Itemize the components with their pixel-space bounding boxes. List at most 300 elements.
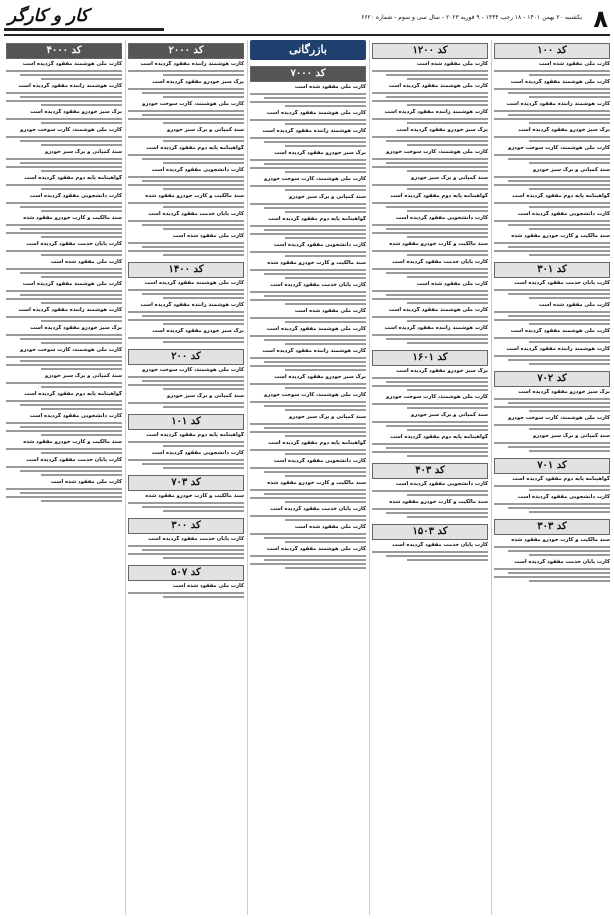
ad-text-line xyxy=(6,232,122,234)
ad-text-line xyxy=(285,453,366,455)
ad-title: کارت ملی هوشمند مفقود گردیده است xyxy=(510,79,610,85)
ad-text-line xyxy=(6,422,122,424)
ad-text-line xyxy=(41,122,122,124)
ad-text-line xyxy=(285,475,366,477)
ad-text-line xyxy=(508,315,610,317)
ad-text-line xyxy=(128,70,244,72)
ad-title: سند کمپانی و برگ سبز خودرو xyxy=(288,414,366,420)
ad-text-line xyxy=(494,546,610,548)
classified-ad xyxy=(6,307,122,322)
ad-text-line xyxy=(128,502,244,504)
ad-title: برگ سبز خودرو مفقود گردیده است xyxy=(396,368,488,374)
ad-title: کارت ملی هوشمند مفقود گردیده است xyxy=(266,546,366,552)
ad-title: سند مالکیت و کارت خودرو مفقود شده xyxy=(389,499,488,505)
ad-text-line xyxy=(250,291,366,293)
ad-text-line xyxy=(494,184,610,186)
ad-text-line xyxy=(20,162,122,164)
ad-title: کارت پایان خدمت مفقود گردیده است xyxy=(148,536,244,542)
ad-title: کارت ملی مفقود شده است xyxy=(294,308,366,314)
ad-text-line xyxy=(20,74,122,76)
ad-title: کارت ملی هوشمند، کارت سوخت خودرو xyxy=(264,392,366,398)
ad-text-line xyxy=(41,254,122,256)
ad-title: برگ سبز خودرو مفقود گردیده است xyxy=(518,127,610,133)
ad-text-line xyxy=(285,123,366,125)
ad-text-line xyxy=(508,92,610,94)
ad-text-line xyxy=(142,180,244,182)
classified-ad xyxy=(6,391,122,410)
ad-text-line xyxy=(372,316,488,318)
ad-text-line xyxy=(128,184,244,186)
classified-ad xyxy=(372,83,488,106)
ad-text-line xyxy=(386,425,488,427)
code-header: کد ۱۵۰۳ xyxy=(372,524,488,540)
ad-text-line xyxy=(529,206,610,208)
ad-text-line xyxy=(529,297,610,299)
ad-text-line xyxy=(128,88,244,90)
ad-text-line xyxy=(386,338,488,340)
ad-text-line xyxy=(20,140,122,142)
classified-ad xyxy=(494,145,610,164)
classified-ad xyxy=(250,458,366,477)
ad-text-line xyxy=(264,471,366,473)
ad-title: گواهینامه پایه دوم مفقود گردیده است xyxy=(512,476,610,482)
ad-text-line xyxy=(20,404,122,406)
classified-ad xyxy=(128,127,244,142)
ad-title: کارت پایان خدمت مفقود گردیده است xyxy=(26,241,122,247)
ad-title: کارت هوشمند راننده مفقود گردیده است xyxy=(262,348,366,354)
ad-text-line xyxy=(41,500,122,502)
ad-text-line xyxy=(494,110,610,112)
ad-title: کارت دانشجویی مفقود گردیده است xyxy=(517,211,610,217)
ad-title: کارت پایان خدمت مفقود گردیده است xyxy=(26,457,122,463)
ad-text-line xyxy=(285,567,366,569)
code-header: کد ۴۰۰۰ xyxy=(6,43,122,59)
code-header: کد ۳۰۱ xyxy=(494,262,610,278)
classified-ad xyxy=(494,193,610,208)
ad-title: سند کمپانی و برگ سبز خودرو xyxy=(532,167,610,173)
ad-title: گواهینامه پایه دوم مفقود گردیده است xyxy=(24,391,122,397)
ad-title: کارت هوشمند راننده مفقود گردیده است xyxy=(262,128,366,134)
ad-text-line xyxy=(41,320,122,322)
ad-title: کارت ملی مفقود شده است xyxy=(50,479,122,485)
ad-text-line xyxy=(41,104,122,106)
ad-text-line xyxy=(163,388,244,390)
ad-title: کارت ملی مفقود شده است xyxy=(416,61,488,67)
classified-ad xyxy=(250,308,366,323)
ad-text-line xyxy=(128,242,244,244)
ad-title: سند کمپانی و برگ سبز خودرو xyxy=(166,127,244,133)
ad-title: سند مالکیت و کارت خودرو مفقود شده xyxy=(23,215,122,221)
classified-ad xyxy=(494,389,610,412)
ad-text-line xyxy=(6,496,122,498)
ad-text-line xyxy=(142,506,244,508)
ad-text-line xyxy=(372,490,488,492)
ad-text-line xyxy=(128,202,244,204)
ad-text-line xyxy=(41,276,122,278)
classified-ad xyxy=(372,241,488,256)
ad-title: سند مالکیت و کارت خودرو مفقود شده xyxy=(511,233,610,239)
ad-text-line xyxy=(386,555,488,557)
ad-text-line xyxy=(407,429,488,431)
ad-text-line xyxy=(6,70,122,72)
classified-ad xyxy=(372,325,488,344)
ad-text-line xyxy=(250,269,366,271)
ad-text-line xyxy=(128,220,244,222)
code-header: کد ۱۰۰ xyxy=(494,43,610,59)
classified-ad xyxy=(128,432,244,447)
ad-title: کارت دانشجویی مفقود گردیده است xyxy=(29,193,122,199)
classified-ad xyxy=(372,127,488,146)
classified-ad xyxy=(128,367,244,390)
classified-columns xyxy=(4,40,610,915)
classified-ad xyxy=(128,583,244,598)
ad-title: گواهینامه پایه دوم مفقود گردیده است xyxy=(146,145,244,151)
ad-title: برگ سبز خودرو مفقود گردیده است xyxy=(30,109,122,115)
ad-title: کارت ملی هوشمند مفقود گردیده است xyxy=(266,326,366,332)
ad-text-line xyxy=(372,385,488,387)
ad-text-line xyxy=(407,188,488,190)
ad-text-line xyxy=(529,341,610,343)
ad-title: کارت دانشجویی مفقود گردیده است xyxy=(273,458,366,464)
ad-text-line xyxy=(407,389,488,391)
ad-title: برگ سبز خودرو مفقود گردیده است xyxy=(152,79,244,85)
ad-text-line xyxy=(6,466,122,468)
ad-title: سند کمپانی و برگ سبز خودرو xyxy=(166,393,244,399)
classified-ad xyxy=(250,260,366,279)
ad-text-line xyxy=(372,298,488,300)
ad-text-line xyxy=(494,202,610,204)
ad-title: گواهینامه پایه دوم مفقود گردیده است xyxy=(512,193,610,199)
ad-text-line xyxy=(372,377,488,379)
ad-text-line xyxy=(372,158,488,160)
classified-ad xyxy=(250,216,366,239)
ad-title: کارت دانشجویی مفقود گردیده است xyxy=(517,494,610,500)
classified-ad xyxy=(250,110,366,125)
classified-ad xyxy=(6,457,122,476)
ad-text-line xyxy=(386,381,488,383)
ad-text-line xyxy=(494,250,610,252)
ad-text-line xyxy=(494,319,610,321)
ad-text-line xyxy=(494,398,610,400)
ad-text-line xyxy=(386,162,488,164)
ad-text-line xyxy=(285,189,366,191)
code-header: کد ۱۲۰۰ xyxy=(372,43,488,59)
code-header: کد ۷۰۱ xyxy=(494,458,610,474)
ad-text-line xyxy=(508,180,610,182)
ad-text-line xyxy=(6,202,122,204)
ad-title: کارت پایان خدمت مفقود گردیده است xyxy=(514,559,610,565)
ad-text-line xyxy=(128,110,244,112)
classified-ad xyxy=(494,328,610,343)
ad-title: برگ سبز خودرو مفقود گردیده است xyxy=(30,325,122,331)
ad-text-line xyxy=(407,254,488,256)
classified-ad xyxy=(494,415,610,430)
ad-text-line xyxy=(494,289,610,291)
ad-text-line xyxy=(494,136,610,138)
classified-ad xyxy=(250,326,366,345)
ad-text-line xyxy=(508,359,610,361)
ad-text-line xyxy=(494,154,610,156)
ad-text-line xyxy=(128,459,244,461)
ad-text-line xyxy=(250,299,366,301)
classified-ad xyxy=(128,211,244,230)
classified-ad xyxy=(250,84,366,107)
ad-text-line xyxy=(41,386,122,388)
ad-text-line xyxy=(494,503,610,505)
ad-text-line xyxy=(372,202,488,204)
code-header: کد ۵۰۷ xyxy=(128,565,244,581)
ad-text-line xyxy=(372,166,488,168)
classified-ad xyxy=(6,347,122,370)
ad-text-line xyxy=(494,355,610,357)
ad-title: برگ سبز خودرو مفقود گردیده است xyxy=(152,328,244,334)
ad-text-line xyxy=(250,423,366,425)
ad-text-line xyxy=(6,100,122,102)
classified-ad xyxy=(250,348,366,371)
ad-text-line xyxy=(372,334,488,336)
ad-title: کارت پایان خدمت مفقود گردیده است xyxy=(270,282,366,288)
ad-text-line xyxy=(250,431,366,433)
classified-ad xyxy=(372,281,488,304)
classified-ad xyxy=(6,149,122,172)
ad-text-line xyxy=(508,293,610,295)
column-2 xyxy=(369,40,488,915)
ad-title: کارت ملی مفقود شده است xyxy=(294,84,366,90)
ad-text-line xyxy=(250,449,366,451)
ad-text-line xyxy=(529,410,610,412)
ad-text-line xyxy=(407,122,488,124)
ad-title: کارت ملی هوشمند مفقود گردیده است xyxy=(22,281,122,287)
ad-title: کارت ملی هوشمند مفقود گردیده است xyxy=(510,328,610,334)
ad-text-line xyxy=(372,443,488,445)
ad-text-line xyxy=(250,137,366,139)
ad-text-line xyxy=(529,228,610,230)
ad-text-line xyxy=(529,489,610,491)
ad-text-line xyxy=(20,470,122,472)
code-header: کد ۲۰۰ xyxy=(128,349,244,365)
ad-text-line xyxy=(508,224,610,226)
ad-text-line xyxy=(20,228,122,230)
ad-text-line xyxy=(250,93,366,95)
ad-text-line xyxy=(508,550,610,552)
ad-text-line xyxy=(163,254,244,256)
ad-text-line xyxy=(264,141,366,143)
ad-text-line xyxy=(128,553,244,555)
ad-title: کارت ملی مفقود شده است xyxy=(416,281,488,287)
code-header: کد ۲۰۰۰ xyxy=(128,43,244,59)
classified-ad xyxy=(128,79,244,98)
ad-text-line xyxy=(142,293,244,295)
ad-text-line xyxy=(163,557,244,559)
classified-ad xyxy=(128,101,244,124)
code-header: کد ۴۰۳ xyxy=(372,463,488,479)
ad-text-line xyxy=(6,382,122,384)
ad-text-line xyxy=(285,409,366,411)
classified-ad xyxy=(494,101,610,124)
ad-text-line xyxy=(494,406,610,408)
ad-text-line xyxy=(20,206,122,208)
ad-text-line xyxy=(264,273,366,275)
ad-text-line xyxy=(163,206,244,208)
classified-ad xyxy=(128,393,244,408)
ad-text-line xyxy=(494,220,610,222)
ad-title: کارت ملی مفقود شده است xyxy=(538,302,610,308)
ad-text-line xyxy=(372,451,488,453)
ad-text-line xyxy=(250,101,366,103)
classified-ad xyxy=(128,233,244,256)
ad-text-line xyxy=(250,335,366,337)
ad-title: کارت هوشمند راننده مفقود گردیده است xyxy=(506,101,610,107)
classified-ad xyxy=(128,145,244,164)
ad-title: کارت هوشمند راننده مفقود گردیده است xyxy=(506,346,610,352)
ad-text-line xyxy=(372,100,488,102)
ad-text-line xyxy=(41,210,122,212)
ad-text-line xyxy=(529,162,610,164)
classified-ad xyxy=(6,127,122,146)
classified-ad xyxy=(250,440,366,455)
ad-text-line xyxy=(529,74,610,76)
classified-ad xyxy=(6,373,122,388)
classified-ad xyxy=(372,109,488,124)
ad-text-line xyxy=(508,114,610,116)
classified-ad xyxy=(494,127,610,142)
ad-text-line xyxy=(529,96,610,98)
ad-text-line xyxy=(163,140,244,142)
ad-title: کارت ملی هوشمند مفقود گردیده است xyxy=(22,61,122,67)
logo-underline xyxy=(4,28,164,31)
classified-ad xyxy=(6,439,122,454)
classified-ad xyxy=(6,281,122,304)
ad-text-line xyxy=(372,118,488,120)
ad-text-line xyxy=(163,74,244,76)
ad-text-line xyxy=(407,559,488,561)
ad-text-line xyxy=(250,563,366,565)
classified-ad xyxy=(6,61,122,80)
code-header: کد ۷۰۳ xyxy=(128,475,244,491)
ad-text-line xyxy=(20,426,122,428)
ad-text-line xyxy=(20,338,122,340)
ad-title: کارت پایان خدمت مفقود گردیده است xyxy=(514,280,610,286)
ad-text-line xyxy=(250,159,366,161)
classified-ad xyxy=(250,506,366,521)
ad-title: سند کمپانی و برگ سبز خودرو xyxy=(410,175,488,181)
classified-ad xyxy=(128,450,244,469)
classified-ad xyxy=(250,524,366,543)
ad-text-line xyxy=(508,507,610,509)
classified-ad xyxy=(6,479,122,502)
classified-ad xyxy=(372,499,488,518)
ad-text-line xyxy=(6,224,122,226)
ad-text-line xyxy=(264,97,366,99)
ad-text-line xyxy=(250,383,366,385)
ad-title: سند کمپانی و برگ سبز خودرو xyxy=(44,149,122,155)
ad-text-line xyxy=(285,541,366,543)
ad-title: کارت ملی مفقود شده است xyxy=(50,259,122,265)
ad-text-line xyxy=(264,339,366,341)
ad-text-line xyxy=(372,184,488,186)
ad-text-line xyxy=(142,463,244,465)
ad-text-line xyxy=(372,551,488,553)
ad-text-line xyxy=(128,384,244,386)
ad-title: سند مالکیت و کارت خودرو مفقود شده xyxy=(145,493,244,499)
classified-ad xyxy=(494,79,610,98)
ad-text-line xyxy=(128,136,244,138)
classified-ad xyxy=(494,280,610,299)
ad-title: گواهینامه پایه دوم مفقود گردیده است xyxy=(390,434,488,440)
ad-text-line xyxy=(128,592,244,594)
code-header: کد ۳۰۳ xyxy=(494,519,610,535)
classified-ad xyxy=(6,109,122,124)
ad-title: کارت پایان خدمت مفقود گردیده است xyxy=(392,542,488,548)
ad-text-line xyxy=(386,447,488,449)
classified-ad xyxy=(372,368,488,391)
classified-ad xyxy=(372,215,488,238)
ad-title: کارت ملی هوشمند، کارت سوخت خودرو xyxy=(20,347,122,353)
ad-text-line xyxy=(407,236,488,238)
ad-text-line xyxy=(163,188,244,190)
ad-text-line xyxy=(407,78,488,80)
code-header: کد ۱۶۰۱ xyxy=(372,350,488,366)
ad-text-line xyxy=(372,250,488,252)
classified-ad xyxy=(250,414,366,437)
classified-ad xyxy=(128,167,244,190)
ad-text-line xyxy=(529,254,610,256)
ad-text-line xyxy=(264,493,366,495)
ad-text-line xyxy=(264,559,366,561)
ad-text-line xyxy=(386,74,488,76)
ad-title: کارت دانشجویی مفقود گردیده است xyxy=(151,167,244,173)
ad-text-line xyxy=(6,250,122,252)
classified-ad xyxy=(494,61,610,76)
ad-text-line xyxy=(529,188,610,190)
ad-text-line xyxy=(372,224,488,226)
ad-text-line xyxy=(128,376,244,378)
ad-text-line xyxy=(264,537,366,539)
ad-text-line xyxy=(128,545,244,547)
ad-text-line xyxy=(41,368,122,370)
ad-text-line xyxy=(142,224,244,226)
classified-ad xyxy=(494,302,610,325)
ad-text-line xyxy=(128,402,244,404)
ad-text-line xyxy=(41,408,122,410)
classified-ad xyxy=(128,536,244,559)
ad-text-line xyxy=(407,494,488,496)
ad-text-line xyxy=(6,290,122,292)
classified-ad xyxy=(494,537,610,556)
ad-text-line xyxy=(529,580,610,582)
ad-text-line xyxy=(494,88,610,90)
ad-text-line xyxy=(6,268,122,270)
ad-title: برگ سبز خودرو مفقود گردیده است xyxy=(518,389,610,395)
classified-ad xyxy=(6,83,122,106)
ad-text-line xyxy=(285,519,366,521)
ad-text-line xyxy=(372,92,488,94)
ad-text-line xyxy=(142,158,244,160)
ad-text-line xyxy=(529,554,610,556)
ad-text-line xyxy=(142,92,244,94)
column-4 xyxy=(125,40,244,915)
ad-text-line xyxy=(142,114,244,116)
ad-text-line xyxy=(264,361,366,363)
ad-title: کارت ملی مفقود شده است xyxy=(172,233,244,239)
ad-text-line xyxy=(372,70,488,72)
classified-ad xyxy=(128,61,244,76)
classified-ad xyxy=(6,259,122,278)
ad-text-line xyxy=(285,171,366,173)
ad-text-line xyxy=(285,387,366,389)
classified-ad xyxy=(128,493,244,512)
ad-title: کارت ملی مفقود شده است xyxy=(294,524,366,530)
